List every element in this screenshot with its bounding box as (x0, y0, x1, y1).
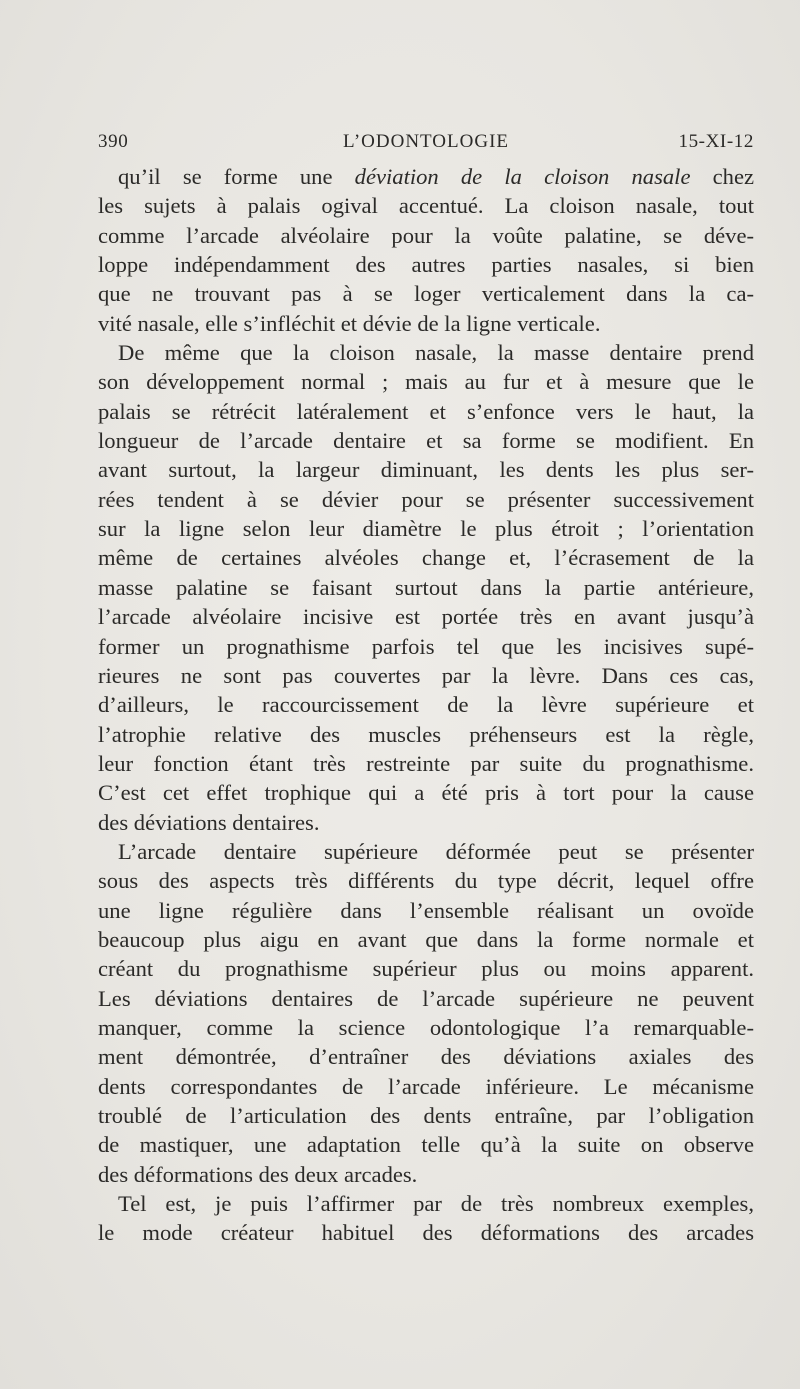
text-segment: beaucoup plus aigu en avant que dans la forme normale et (98, 926, 754, 952)
text-segment: L’arcade dentaire supérieure déformée peut se présenter (118, 838, 754, 864)
text-line (98, 279, 754, 308)
text-segment: Les déviations dentaires de l’arcade supérieure ne peuvent (98, 985, 754, 1011)
text-segment: l’atrophie relative des muscles préhenseurs est la règle, (98, 721, 754, 747)
text-segment: C’est cet effet trophique qui a été pris à tort pour la cause (98, 780, 754, 806)
text-segment: même de certaines alvéoles change et, l’écrasement de la (98, 545, 754, 571)
text-segment: une ligne régulière dans l’ensemble réalisant un ovoïde (98, 897, 754, 923)
text-segment: vité nasale, elle s’infléchit et dévie de la ligne verticale. (98, 310, 601, 336)
text-segment: le mode créateur habituel des déformations des arcades (98, 1220, 754, 1246)
text-segment: troublé de l’articulation des dents entraîne, par l’obligation (98, 1103, 754, 1128)
text-line (98, 661, 754, 690)
text-line (98, 690, 754, 719)
paragraph (98, 1189, 754, 1248)
text-line (98, 602, 754, 631)
text-line (98, 1072, 754, 1101)
text-line (98, 778, 754, 807)
page-number: 390 (98, 131, 129, 152)
text-segment: De même que la cloison nasale, la masse dentaire prend (118, 340, 754, 366)
text-segment: comme l’arcade alvéolaire pour la voûte palatine, se déve- (98, 222, 754, 248)
text-segment: palais se rétrécit latéralement et s’enfonce vers le haut, la (98, 398, 754, 424)
text-line (98, 309, 754, 338)
text-line (98, 1101, 754, 1130)
text-line (98, 338, 754, 367)
text-segment: masse palatine se faisant surtout dans la partie antérieure, (98, 574, 754, 600)
text-segment: déviation de la cloison nasale (354, 164, 691, 189)
text-line (98, 455, 754, 484)
text-line (98, 720, 754, 749)
paragraph (98, 162, 754, 338)
text-line (98, 1160, 754, 1189)
running-header (98, 131, 754, 155)
text-segment: de mastiquer, une adaptation telle qu’à la suite on observe (98, 1132, 754, 1158)
text-segment: sous des aspects très différents du type décrit, lequel offre (98, 868, 754, 894)
text-line (98, 514, 754, 543)
text-segment: avant surtout, la largeur diminuant, les dents les plus ser- (98, 457, 754, 483)
text-line (98, 925, 754, 954)
text-segment: des déviations dentaires. (98, 809, 320, 835)
running-title: L’ODONTOLOGIE (342, 131, 510, 152)
text-segment: leur fonction étant très restreinte par suite du prognathisme. (98, 750, 754, 776)
text-segment: manquer, comme la science odontologique l’a remarquable- (98, 1014, 754, 1040)
text-segment: qu’il se forme une (118, 164, 355, 189)
text-line (98, 543, 754, 572)
text-line (98, 191, 754, 220)
text-line (98, 866, 754, 895)
text-segment: loppe indépendamment des autres parties nasales, si bien (98, 252, 754, 278)
text-segment: son développement normal ; mais au fur et à mesure que le (98, 369, 754, 395)
text-segment: les sujets à palais ogival accentué. La cloison nasale, tout (98, 193, 754, 219)
text-segment: ment démontrée, d’entraîner des déviations axiales des (98, 1044, 754, 1070)
text-segment: l’arcade alvéolaire incisive est portée très en avant jusqu’à (98, 604, 754, 630)
text-line (98, 896, 754, 925)
text-line (98, 954, 754, 983)
text-segment: sur la ligne selon leur diamètre le plus étroit ; l’orientation (98, 516, 754, 542)
text-line (98, 1130, 754, 1159)
text-line (98, 397, 754, 426)
text-line (98, 632, 754, 661)
text-line (98, 1218, 754, 1247)
text-segment: dents correspondantes de l’arcade inférieure. Le mécanisme (98, 1073, 754, 1099)
text-segment: longueur de l’arcade dentaire et sa forme se modifient. En (98, 428, 754, 454)
text-line (98, 1042, 754, 1071)
text-segment: rieures ne sont pas couvertes par la lèvre. Dans ces cas, (98, 662, 754, 688)
text-line (98, 426, 754, 455)
paragraph (98, 837, 754, 1189)
text-line (98, 573, 754, 602)
text-line (98, 984, 754, 1013)
text-line (98, 162, 754, 191)
text-segment: Tel est, je puis l’affirmer par de très nombreux exemples, (118, 1191, 754, 1217)
text-line (98, 808, 754, 837)
text-line (98, 250, 754, 279)
text-line (98, 1013, 754, 1042)
text-segment: rées tendent à se dévier pour se présenter successivement (98, 486, 754, 512)
text-segment: chez (690, 164, 754, 189)
text-line (98, 1189, 754, 1218)
text-line (98, 749, 754, 778)
text-segment: que ne trouvant pas à se loger verticalement dans la ca- (98, 281, 754, 307)
text-segment: créant du prognathisme supérieur plus ou moins apparent. (98, 956, 754, 982)
text-segment: des déformations des deux arcades. (98, 1161, 418, 1187)
text-line (98, 837, 754, 866)
text-segment: d’ailleurs, le raccourcissement de la lèvre supérieure et (98, 692, 754, 718)
text-line (98, 485, 754, 514)
issue-date: 15-XI-12 (678, 131, 754, 152)
text-segment: former un prognathisme parfois tel que les incisives supé- (98, 633, 754, 659)
text-line (98, 221, 754, 250)
body-text (98, 162, 754, 1248)
text-line (98, 367, 754, 396)
paragraph (98, 338, 754, 837)
